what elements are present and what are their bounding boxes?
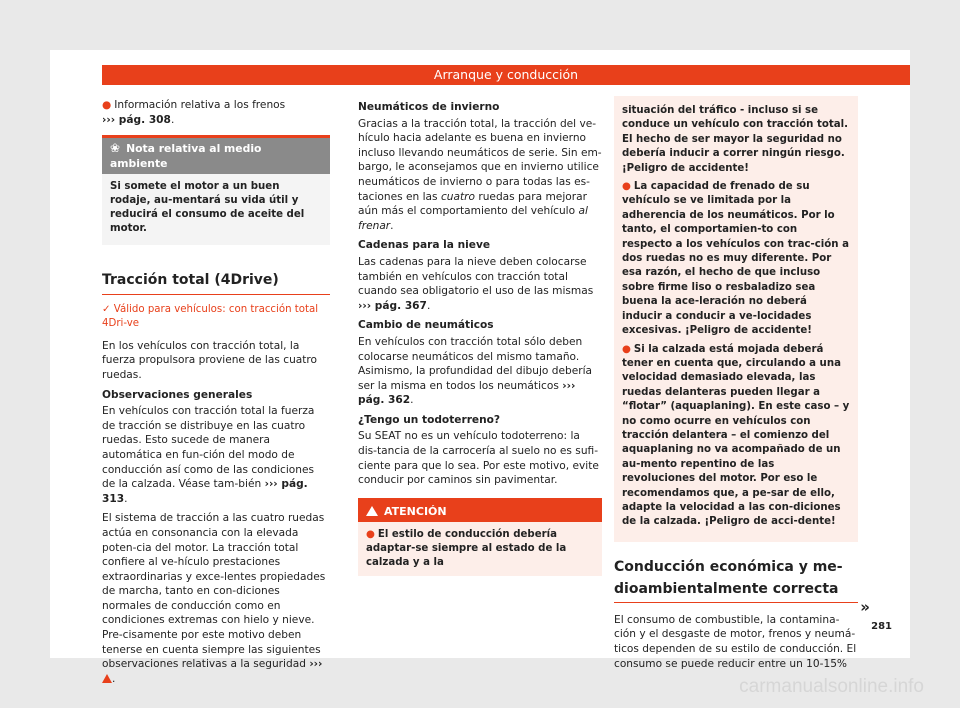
paragraph: Las cadenas para la nieve deben colocarse también en vehículos con tracción total cuando sea obligatorio el uso de las mismas ››› pág. 367. — [358, 255, 594, 312]
paragraph: Su SEAT no es un vehículo todoterreno: la dis-tancia de la carrocería al suelo no es sufi-ciente para que lo sea. Por este motivo, evite conducir por caminos sin pavimentar. — [358, 430, 599, 487]
paragraph: El consumo de combustible, la contamina-ción y el desgaste de motor, frenos y neumá-ticos dependen de su estilo de conducción. El consumo se puede reducir entre un 10-15% — [614, 613, 857, 670]
manual-page — [50, 50, 910, 685]
page-reference[interactable]: ››› pág. 362 — [358, 379, 576, 407]
bullet-icon: ● — [102, 99, 112, 111]
column-2 — [358, 98, 602, 576]
paragraph: En los vehículos con tracción total, la fuerza propulsora proviene de las cuatro ruedas. — [102, 339, 318, 381]
subheading: Observaciones generales — [102, 388, 253, 401]
page-reference[interactable]: ››› pág. 308 — [102, 113, 171, 126]
paragraph: Gracias a la tracción total, la tracción del ve-hículo hacia adelante es buena en invierno incluso llevando neumáticos de serie. Sin em-bargo, le aconsejamos que en invierno utilice neumáticos de invierno o para todas las es-taciones en las cuatro ruedas para mejorar aún más el comportamiento del vehículo al frenar. — [358, 117, 602, 232]
column-1 — [102, 98, 330, 691]
page-number: 281 — [871, 621, 892, 632]
warning-title: ATENCIÓN — [384, 504, 447, 518]
continue-marker: » — [860, 598, 870, 616]
intro-bullet: ● Información relativa a los frenos ››› pág. 308. — [102, 99, 286, 126]
paragraph: En vehículos con tracción total la fuerza de tracción se distribuye en las cuatro ruedas. Esto sucede de manera automática en fun-ción del modo de conducción así como de las condiciones de la calzada. Véase tam-bién ››› pág. 313. — [102, 405, 315, 505]
page-reference[interactable]: ››› — [309, 658, 323, 671]
warning-body: El estilo de conducción debería adaptar-se siempre al estado de la calzada y a la — [366, 528, 567, 568]
environment-note-title: Nota relativa al medio ambiente — [110, 142, 262, 171]
column-3 — [614, 96, 858, 676]
subheading: ¿Tengo un todoterreno? — [358, 413, 501, 426]
subheading: Neumáticos de invierno — [358, 101, 500, 113]
validity-note: ✓ Válido para vehículos: con tracción total 4Dri-ve — [102, 303, 319, 329]
warning-box — [358, 498, 602, 576]
bullet-icon: ● — [366, 528, 375, 540]
bullet-icon: ● — [622, 343, 631, 355]
paragraph: En vehículos con tracción total sólo deben colocarse neumáticos del mismo tamaño. Asimismo, la profundidad del dibujo debería ser la misma en todos los neumáticos ››› pág. 362. — [358, 335, 593, 407]
check-icon: ✓ — [102, 303, 111, 315]
subheading: Cadenas para la nieve — [358, 239, 491, 252]
warning-icon — [366, 506, 378, 516]
warning-icon — [102, 674, 112, 683]
bullet-icon: ● — [622, 181, 631, 193]
page-reference[interactable]: ››› pág. 367 — [358, 299, 427, 312]
watermark: carmanualsonline.info — [739, 676, 924, 697]
subheading: Cambio de neumáticos — [358, 319, 494, 332]
chapter-header: Arranque y conducción — [102, 65, 910, 85]
paragraph: El sistema de tracción a las cuatro ruedas actúa en consonancia con la elevada poten-cia del motor. La tracción total confiere al ve-hículo prestaciones extraordinarias y exce-lentes propiedades de marcha, tanto en con-diciones normales de conducción como en condiciones extremas con hielo y nieve. Pre-cisamente por este motivo deben tenerse en cuenta siempre las siguientes observaciones relativas a la seguridad ››› . — [102, 512, 326, 685]
page-reference[interactable]: ››› pág. 313 — [102, 478, 308, 505]
environment-note — [102, 135, 330, 245]
leaf-icon: ❀ — [110, 141, 121, 156]
section-title-eco-driving: Conducción económica y me-dioambientalmente correcta — [614, 556, 858, 603]
warning-box-continued: situación del tráfico - incluso si se conduce un vehículo con tracción total. El hecho de ser mayor la seguridad no debería inducir a correr ningún riesgo. ¡Peligro de accidente! ● La capacidad de frenado de su vehículo se ve limitada por la adherencia de los neumáticos. Por lo tanto, el comportamien-to con respecto a los vehículos con trac-ción a dos ruedas no es muy diferente. Por esa razón, el hecho de que incluso sobre firme liso o resbaladizo sea buena la ace-leración no deberá inducir a conducir a ve-locidades excesivas. ¡Peligro de accidente! ● Si la calzada está mojada deberá tener en cuenta que, circulando a una velocidad demasiado elevada, las ruedas delanteras pueden llegar a “flotar” (aquaplaning). En este caso – y no como ocurre en vehículos con tracción delantera – el comienzo del aquaplaning no va acompañado de un au-mento repentino de las revoluciones del motor. Por eso le recomendamos que, a pe-sar de ello, adapte la velocidad a las con-diciones de la calzada. ¡Peligro de acci-dente! — [614, 96, 858, 542]
section-title-4drive: Tracción total (4Drive) — [102, 273, 330, 295]
environment-note-body: Si somete el motor a un buen rodaje, au-mentará su vida útil y reducirá el consumo de aceite del motor. — [110, 181, 305, 235]
